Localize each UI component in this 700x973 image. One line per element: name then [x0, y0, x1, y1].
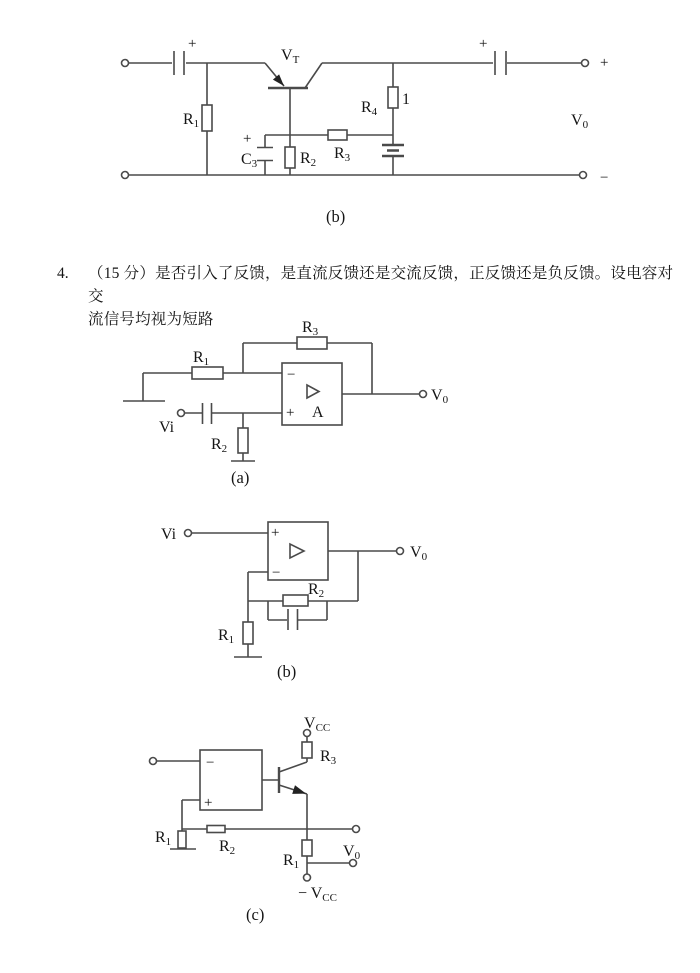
- transistor-arrow-icon: [292, 785, 306, 794]
- resistor-r1: [202, 105, 212, 131]
- resistor-r2: [283, 595, 308, 606]
- label-r3: R3: [320, 748, 337, 767]
- capacitor-feedback: [288, 609, 298, 630]
- resistor-r4: [388, 87, 398, 108]
- label-v0: V0: [431, 387, 449, 406]
- label-vt: VT: [281, 47, 300, 66]
- transistor-arrow-icon: [273, 74, 284, 86]
- label-c3: C3: [241, 151, 258, 170]
- terminal-input-top: [122, 60, 129, 67]
- terminal-vi: [178, 410, 185, 417]
- label-r1: R1: [183, 111, 200, 130]
- label-r2: R2: [300, 150, 317, 169]
- resistor-r1: [243, 622, 253, 644]
- resistor-r2: [285, 147, 295, 168]
- resistor-r3: [302, 742, 312, 758]
- label-output-plus: +: [600, 55, 609, 71]
- wires: [143, 343, 419, 461]
- question-line-2: 流信号均视为短路: [88, 311, 214, 328]
- label-plus-input-cap: +: [188, 36, 197, 52]
- label-vi: Vi: [161, 526, 177, 543]
- caption-c: (c): [246, 905, 265, 924]
- question-number: 4.: [57, 265, 69, 282]
- label-r1: R1: [218, 627, 235, 646]
- opamp-circuit-c: [150, 715, 361, 924]
- terminal-v0-top: [353, 826, 360, 833]
- label-r2: R2: [308, 581, 325, 600]
- label-r1-left: R1: [155, 829, 172, 848]
- opamp-circuit-b: [161, 522, 428, 681]
- label-vi: Vi: [159, 419, 175, 436]
- resistor-r1-bottom: [302, 840, 312, 856]
- label-neg-vcc: − VCC: [298, 885, 337, 904]
- terminal-input: [150, 758, 157, 765]
- label-amp-minus: −: [287, 367, 296, 383]
- opamp-circuit-a: [123, 319, 449, 487]
- label-amp-minus: −: [206, 755, 215, 771]
- label-v0: V0: [571, 112, 589, 131]
- label-plus-output-cap: +: [479, 36, 488, 52]
- terminal-v0: [397, 548, 404, 555]
- question-line-1: （15 分）是否引入了反馈，是直流反馈还是交流反馈，正反馈还是负反馈。设电容对交: [88, 265, 674, 305]
- label-r4: R4: [361, 99, 378, 118]
- label-r2: R2: [219, 838, 236, 857]
- label-r2: R2: [211, 436, 228, 455]
- terminal-vi: [185, 530, 192, 537]
- capacitor-c3: [257, 148, 273, 161]
- label-vcc: VCC: [304, 715, 331, 734]
- label-amp-plus: +: [286, 405, 295, 421]
- label-r3: R3: [334, 145, 351, 164]
- terminal-v0: [420, 391, 427, 398]
- resistor-r1-left: [178, 831, 186, 848]
- capacitor-input: [174, 51, 184, 75]
- resistor-r3: [328, 130, 347, 140]
- caption-top-b: (b): [326, 207, 346, 226]
- label-v0: V0: [410, 544, 428, 563]
- label-output-minus: −: [600, 170, 609, 186]
- label-plus-c3: +: [243, 131, 252, 147]
- resistor-r3: [297, 337, 327, 349]
- label-r4-note: 1: [402, 91, 410, 108]
- caption-a: (a): [231, 468, 250, 487]
- label-amp-a: A: [312, 404, 324, 421]
- label-r3: R3: [302, 319, 319, 338]
- terminal-output-top: [582, 60, 589, 67]
- label-amp-plus: +: [204, 795, 213, 811]
- resistor-r2: [238, 428, 248, 453]
- label-amp-plus: +: [271, 525, 280, 541]
- capacitor-output: [495, 51, 506, 75]
- terminal-neg-vcc: [304, 874, 311, 881]
- resistor-r1: [192, 367, 223, 379]
- resistor-r2: [207, 826, 225, 833]
- label-amp-minus: −: [272, 565, 281, 581]
- label-r1: R1: [193, 349, 210, 368]
- label-r1-bottom: R1: [283, 852, 300, 871]
- battery: [382, 145, 404, 156]
- terminal-input-bottom: [122, 172, 129, 179]
- transistor-circuit-b: [122, 36, 609, 226]
- capacitor-input: [203, 403, 212, 424]
- caption-b: (b): [277, 662, 297, 681]
- label-v0: V0: [343, 843, 361, 862]
- terminal-output-bottom: [580, 172, 587, 179]
